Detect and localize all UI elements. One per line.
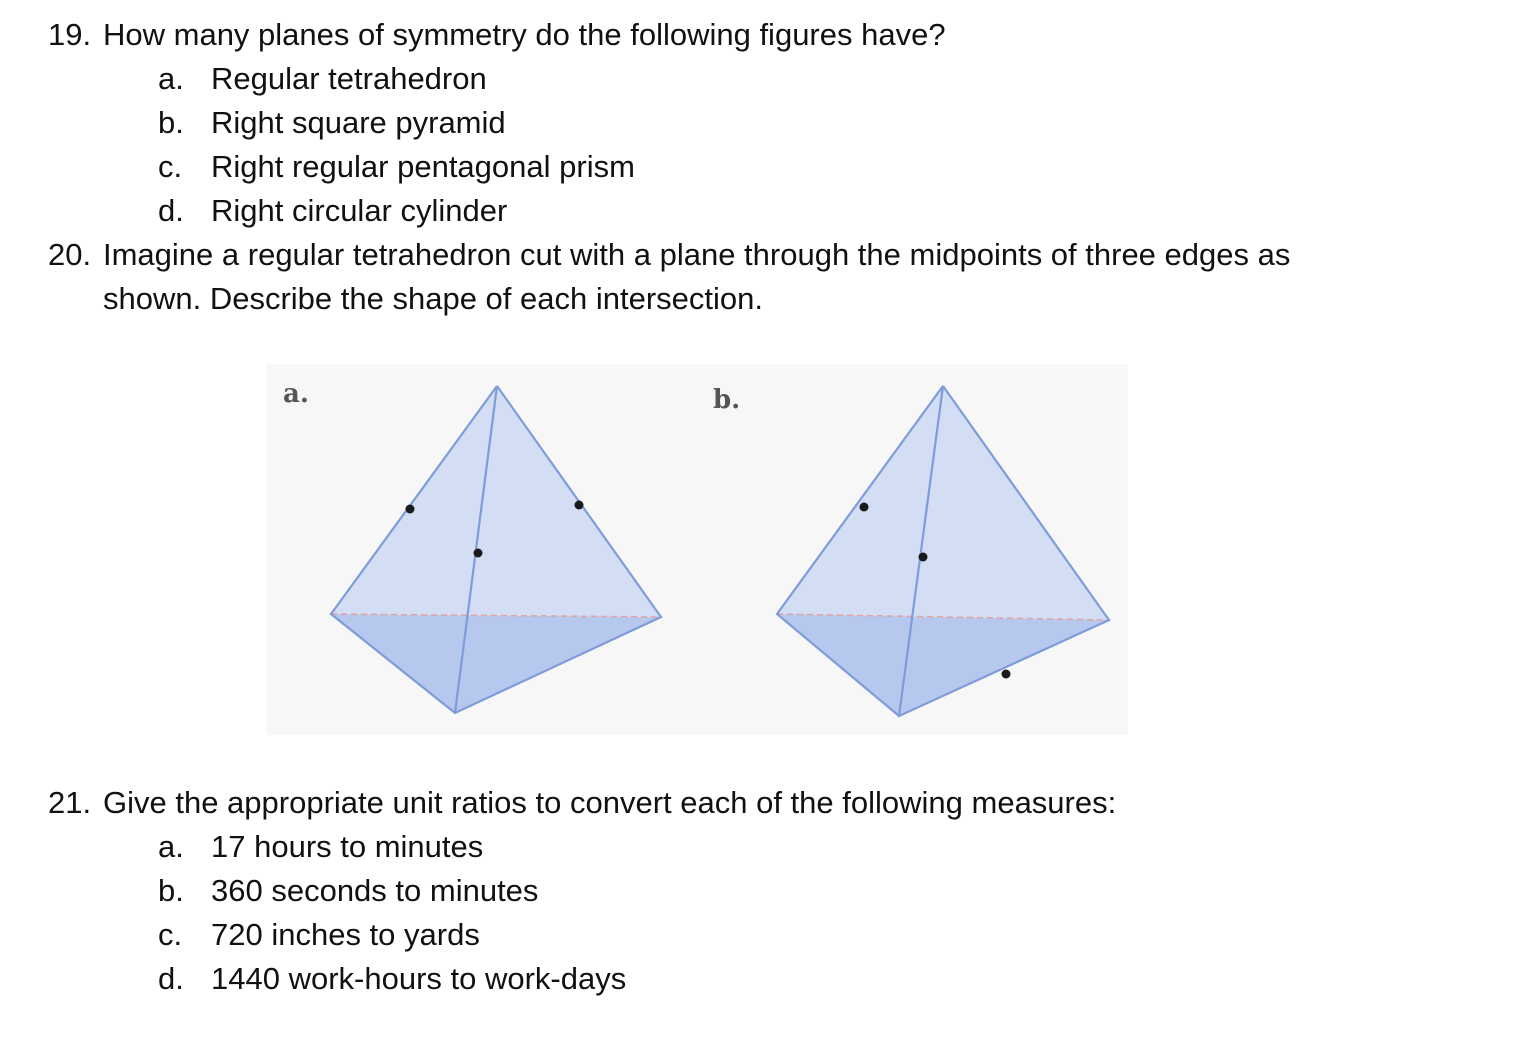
tetrahedra-figure (267, 364, 1128, 735)
q21-item-c-text: 720 inches to yards (211, 917, 480, 952)
q19-item-b-text: Right square pyramid (211, 105, 506, 140)
q19-item-d-letter: d. (158, 193, 184, 228)
tetra-b-base (777, 614, 1109, 716)
q20-text-line1: Imagine a regular tetrahedron cut with a plane through the midpoints of three edges as (103, 237, 1291, 272)
q19-text: How many planes of symmetry do the following figures have? (103, 17, 946, 52)
q21-text: Give the appropriate unit ratios to convert each of the following measures: (103, 785, 1117, 820)
tetra-b-front-face (777, 386, 1109, 620)
tetrahedra-svg (267, 364, 1128, 735)
tetrahedron-a (283, 379, 661, 713)
q21-item-b-text: 360 seconds to minutes (211, 873, 539, 908)
q21-number: 21. (48, 785, 92, 820)
tetrahedron-b (713, 385, 1109, 716)
tetra-b-midpoint-front (919, 553, 928, 562)
q20-number: 20. (48, 237, 92, 272)
q20-text-line2: shown. Describe the shape of each intersection. (103, 281, 763, 316)
q19-item-d-text: Right circular cylinder (211, 193, 508, 228)
q21-item-b-letter: b. (158, 873, 184, 908)
q19-item-b-letter: b. (158, 105, 184, 140)
q21-item-d-letter: d. (158, 961, 184, 996)
figure-label-b: b. (713, 385, 741, 415)
tetra-a-front-face (331, 386, 661, 617)
q21-item-c-letter: c. (158, 917, 183, 952)
tetra-a-midpoint-front (474, 549, 483, 558)
q21-item-a-letter: a. (158, 829, 184, 864)
tetra-b-midpoint-left (860, 503, 869, 512)
tetra-b-midpoint-base (1002, 670, 1011, 679)
q21-item-a-text: 17 hours to minutes (211, 829, 484, 864)
q19-number: 19. (48, 17, 92, 52)
q19-item-a-text: Regular tetrahedron (211, 61, 487, 96)
q19-item-a-letter: a. (158, 61, 184, 96)
q19-item-c-text: Right regular pentagonal prism (211, 149, 635, 184)
tetra-a-base (331, 614, 661, 713)
q19-item-c-letter: c. (158, 149, 183, 184)
q21-item-d-text: 1440 work-hours to work-days (211, 961, 627, 996)
tetra-a-midpoint-left (406, 505, 415, 514)
figure-label-a: a. (283, 379, 309, 409)
tetra-a-midpoint-right (575, 501, 584, 510)
